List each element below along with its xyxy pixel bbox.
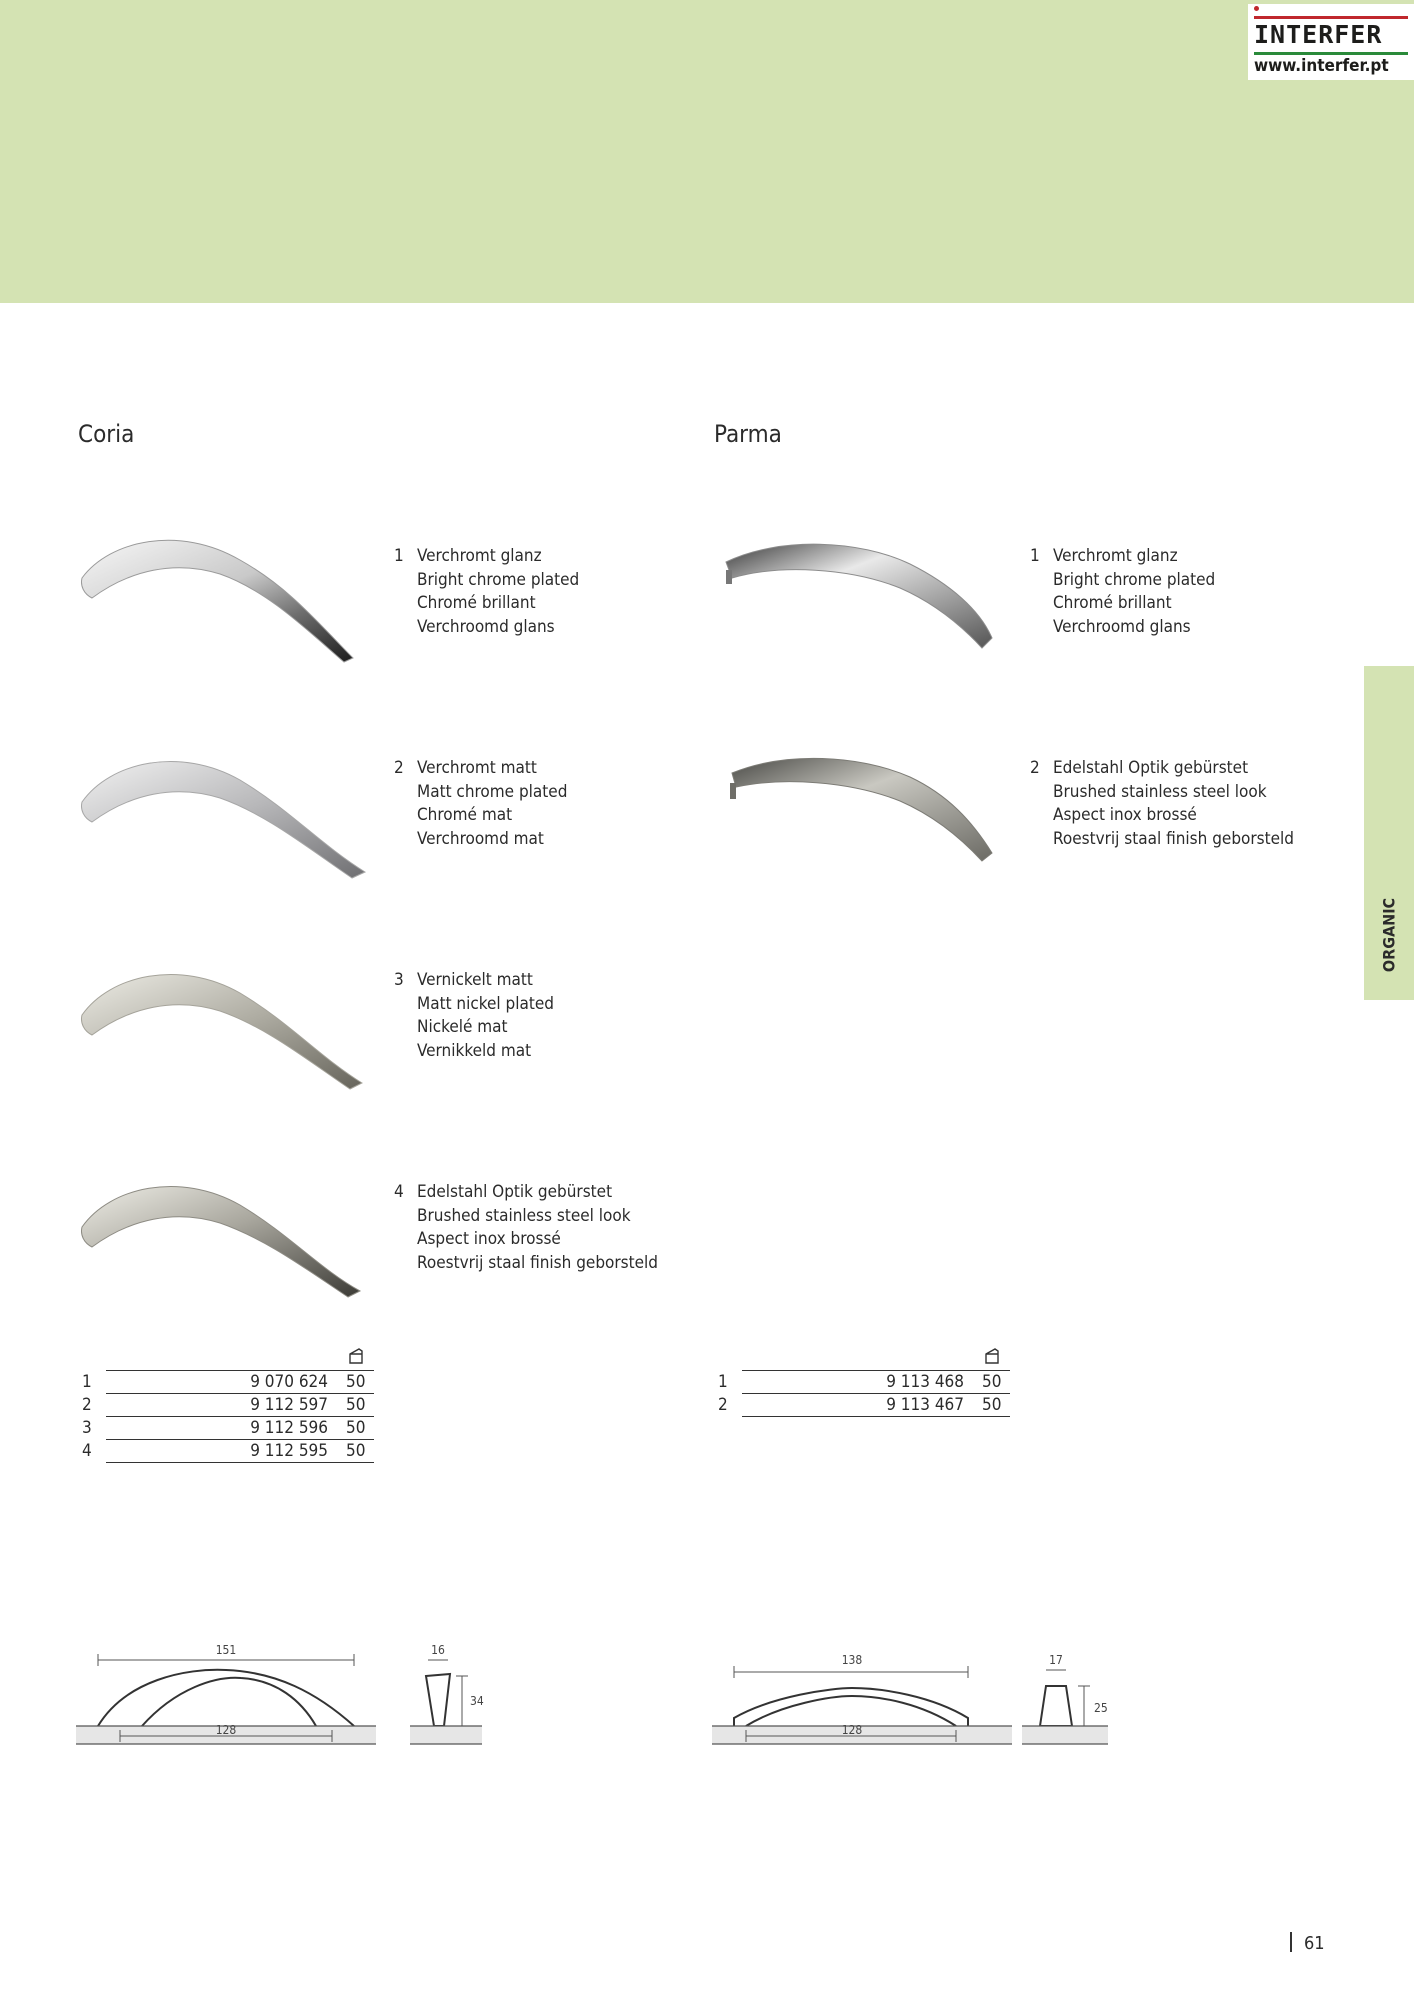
variant-text-fr: Chromé brillant	[1053, 593, 1172, 613]
coria-code-table	[82, 1370, 374, 1463]
variant-text-nl: Verchroomd glans	[417, 616, 555, 637]
article-code: 9 070 624	[106, 1371, 346, 1394]
coria-side-drawing	[76, 1640, 382, 1750]
pack-quantity: 50	[346, 1371, 374, 1394]
dimension-hole-spacing: 128	[841, 1723, 863, 1737]
article-code: 9 113 467	[742, 1394, 982, 1417]
parma-title: Parma	[714, 420, 782, 448]
article-code: 9 112 596	[106, 1417, 346, 1440]
row-index: 2	[82, 1395, 92, 1415]
variant-text-nl: Verchroomd mat	[417, 828, 544, 849]
article-code: 9 112 595	[106, 1440, 346, 1463]
dimension-width: 17	[1049, 1653, 1063, 1667]
side-tab-label: ORGANIC	[1379, 897, 1399, 973]
table-row	[82, 1371, 374, 1394]
variant-text-de: Verchromt glanz	[417, 546, 542, 566]
package-icon	[348, 1347, 364, 1365]
brand-url[interactable]: www.interfer.pt	[1254, 56, 1389, 76]
variant-text-nl: Verchroomd glans	[1053, 616, 1191, 637]
dimension-length: 151	[215, 1643, 237, 1657]
variant-text-fr: Aspect inox brossé	[1053, 805, 1197, 825]
table-row	[82, 1440, 374, 1463]
variant-text-en: Brushed stainless steel look	[1053, 781, 1267, 802]
variant-text-de: Edelstahl Optik gebürstet	[1053, 758, 1249, 778]
brand-logo[interactable]	[1248, 4, 1414, 80]
row-index: 4	[82, 1441, 92, 1461]
variant-text-en: Brushed stainless steel look	[417, 1205, 631, 1226]
variant-text-de: Verchromt glanz	[1053, 546, 1178, 566]
table-row	[718, 1394, 1010, 1417]
variant-text-nl: Vernikkeld mat	[417, 1040, 532, 1061]
parma-side-drawing	[712, 1640, 1018, 1750]
dimension-hole-spacing: 128	[215, 1723, 237, 1737]
variant-text-nl: Roestvrij staal finish geborsteld	[1053, 828, 1295, 849]
row-index: 2	[718, 1395, 728, 1415]
header-banner	[0, 0, 1414, 303]
table-row	[718, 1371, 1010, 1394]
coria-profile-drawing	[408, 1640, 488, 1750]
coria-chrome-bright-photo	[70, 520, 370, 670]
pack-quantity: 50	[982, 1371, 1010, 1394]
variant-number: 2	[1030, 758, 1040, 778]
article-code: 9 113 468	[742, 1371, 982, 1394]
coria-nickel-matt-photo	[70, 945, 370, 1095]
dimension-width: 16	[431, 1643, 445, 1657]
package-icon	[984, 1347, 1000, 1365]
coria-title: Coria	[78, 420, 135, 448]
variant-number: 4	[394, 1182, 404, 1202]
table-row	[82, 1394, 374, 1417]
variant-text-de: Edelstahl Optik gebürstet	[417, 1182, 613, 1202]
side-tab-organic	[1364, 666, 1414, 1000]
row-index: 1	[82, 1372, 92, 1392]
article-code: 9 112 597	[106, 1394, 346, 1417]
parma-profile-drawing	[1020, 1640, 1110, 1750]
variant-text-de: Vernickelt matt	[417, 970, 533, 990]
page-number-value: 61	[1304, 1933, 1325, 1954]
coria-brushed-steel-photo	[70, 1157, 370, 1307]
row-index: 3	[82, 1418, 92, 1438]
variant-number: 1	[394, 546, 404, 566]
parma-code-table	[718, 1370, 1010, 1417]
parma-chrome-bright-photo	[720, 530, 1020, 680]
variant-text-fr: Chromé mat	[417, 805, 513, 825]
dimension-height: 34	[470, 1694, 484, 1708]
dimension-length: 138	[841, 1653, 863, 1667]
variant-text-de: Verchromt matt	[417, 758, 537, 778]
pack-quantity: 50	[982, 1394, 1010, 1417]
variant-text-en: Matt nickel plated	[417, 993, 554, 1014]
variant-text-fr: Chromé brillant	[417, 593, 536, 613]
row-index: 1	[718, 1372, 728, 1392]
pack-quantity: 50	[346, 1440, 374, 1463]
variant-number: 2	[394, 758, 404, 778]
variant-number: 1	[1030, 546, 1040, 566]
parma-brushed-steel-photo	[720, 745, 1020, 895]
brand-name: INTERFER	[1254, 20, 1383, 49]
table-row	[82, 1417, 374, 1440]
page-number	[1290, 1932, 1325, 1954]
variant-number: 3	[394, 970, 404, 990]
variant-text-en: Matt chrome plated	[417, 781, 568, 802]
pack-quantity: 50	[346, 1417, 374, 1440]
dimension-height: 25	[1094, 1701, 1108, 1715]
pack-quantity: 50	[346, 1394, 374, 1417]
variant-text-en: Bright chrome plated	[1053, 569, 1216, 590]
variant-text-en: Bright chrome plated	[417, 569, 580, 590]
variant-text-nl: Roestvrij staal finish geborsteld	[417, 1252, 659, 1273]
variant-text-fr: Nickelé mat	[417, 1017, 508, 1037]
variant-text-fr: Aspect inox brossé	[417, 1229, 561, 1249]
coria-chrome-matt-photo	[70, 732, 370, 882]
